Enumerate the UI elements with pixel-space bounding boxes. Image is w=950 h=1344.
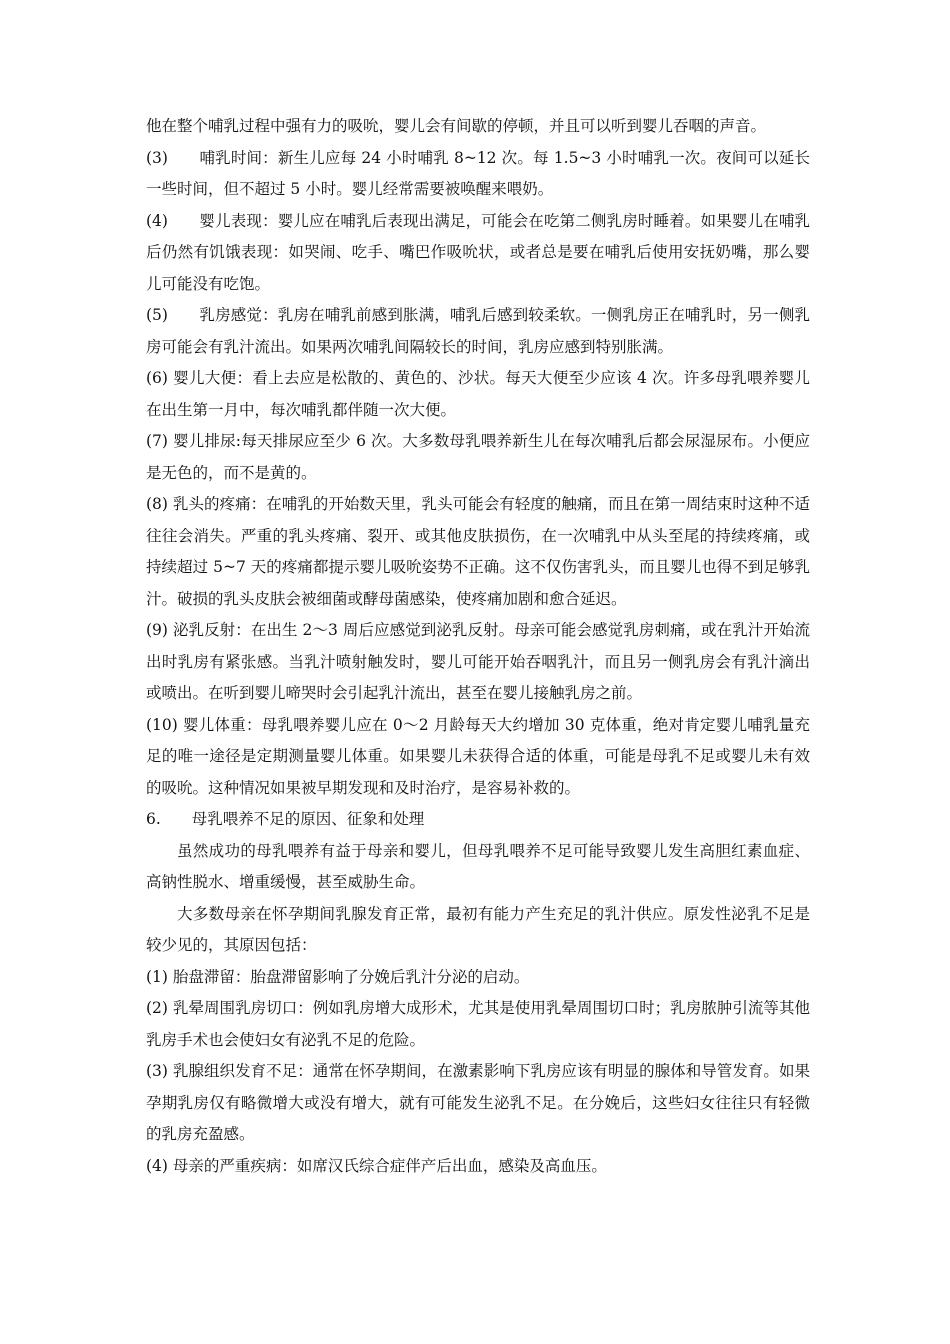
- paragraph-infant-stool: (6) 婴儿大便：看上去应是松散的、黄色的、沙状。每天大便至少应该 4 次。许多母乳喂养婴儿在出生第一月中，每次哺乳都伴随一次大便。: [146, 369, 810, 419]
- paragraph-feeding-time: (3) 哺乳时间：新生儿应每 24 小时哺乳 8~12 次。每 1.5~3 小时哺乳一次。夜间可以延长一些时间，但不超过 5 小时。婴儿经常需要被唤醒来喂奶。: [146, 148, 810, 198]
- paragraph-breast-sensation: (5) 乳房感觉：乳房在哺乳前感到胀满，哺乳后感到较柔软。一侧乳房正在哺乳时，另一侧乳房可能会有乳汁流出。如果两次哺乳间隔较长的时间，乳房应感到特别胀满。: [146, 306, 810, 356]
- paragraph-infant-behavior: (4) 婴儿表现：婴儿应在哺乳后表现出满足，可能会在吃第二侧乳房时睡着。如果婴儿在哺乳后仍然有饥饿表现：如哭闹、吃手、嘴巴作吸吮状，或者总是要在哺乳后使用安抚奶嘴，那么婴儿可能没有吃饱。: [146, 211, 810, 293]
- paragraph-infant-weight: (10) 婴儿体重：母乳喂养婴儿应在 0～2 月龄每天大约增加 30 克体重，绝对肯定婴儿哺乳量充足的唯一途径是定期测量婴儿体重。如果婴儿未获得合适的体重，可能是母乳不足或婴儿未有效的吸吮。这种情况如果被早期发现和及时治疗，是容易补救的。: [146, 715, 810, 797]
- paragraph-nipple-pain: (8) 乳头的疼痛：在哺乳的开始数天里，乳头可能会有轻度的触痛，而且在第一周结束时这种不适往往会消失。严重的乳头疼痛、裂开、或其他皮肤损伤，在一次哺乳中从头至尾的持续疼痛，或持续超过 5~7 天的疼痛都提示婴儿吸吮姿势不正确。这不仅伤害乳头，而且婴儿也得不到足够乳汁。破损的乳头皮肤会被细菌或酵母菌感染，使疼痛加剧和愈合延迟。: [146, 495, 810, 608]
- paragraph-placenta: (1) 胎盘滞留：胎盘滞留影响了分娩后乳汁分泌的启动。: [146, 967, 530, 986]
- paragraph-intro-2: 大多数母亲在怀孕期间乳腺发育正常，最初有能力产生充足的乳汁供应。原发性泌乳不足是较少见的，其原因包括：: [146, 904, 810, 954]
- paragraph-letdown-reflex: (9) 泌乳反射：在出生 2～3 周后应感觉到泌乳反射。母亲可能会感觉乳房刺痛，或在乳汁开始流出时乳房有紧张感。当乳汁喷射触发时，婴儿可能开始吞咽乳汁，而且另一侧乳房会有乳汁滴出或喷出。在听到婴儿啼哭时会引起乳汁流出，甚至在婴儿接触乳房之前。: [146, 621, 810, 702]
- paragraph-periareolar-incision: (2) 乳晕周围乳房切口：例如乳房增大成形术，尤其是使用乳晕周围切口时；乳房脓肿引流等其他乳房手术也会使妇女有泌乳不足的危险。: [146, 999, 810, 1049]
- section-heading: 6. 母乳喂养不足的原因、征象和处理: [146, 810, 425, 828]
- paragraph-intro-1: 虽然成功的母乳喂养有益于母亲和婴儿，但母乳喂养不足可能导致婴儿发生高胆红素血症、高钠性脱水、增重缓慢，甚至威胁生命。: [146, 841, 810, 891]
- document-body: [146, 111, 810, 1182]
- paragraph-infant-urine: (7) 婴儿排尿:每天排尿应至少 6 次。大多数母乳喂养新生儿在每次哺乳后都会尿湿尿布。小便应是无色的，而不是黄的。: [146, 432, 810, 482]
- paragraph-maternal-illness: (4) 母亲的严重疾病：如席汉氏综合症伴产后出血，感染及高血压。: [146, 1156, 607, 1175]
- paragraph-1: 他在整个哺乳过程中强有力的吸吮，婴儿会有间歇的停顿，并且可以听到婴儿吞咽的声音。: [146, 117, 767, 135]
- paragraph-glandular-tissue: (3) 乳腺组织发育不足：通常在怀孕期间，在激素影响下乳房应该有明显的腺体和导管发育。如果孕期乳房仅有略微增大或没有增大，就有可能发生泌乳不足。在分娩后，这些妇女往往只有轻微的乳房充盈感。: [146, 1062, 810, 1143]
